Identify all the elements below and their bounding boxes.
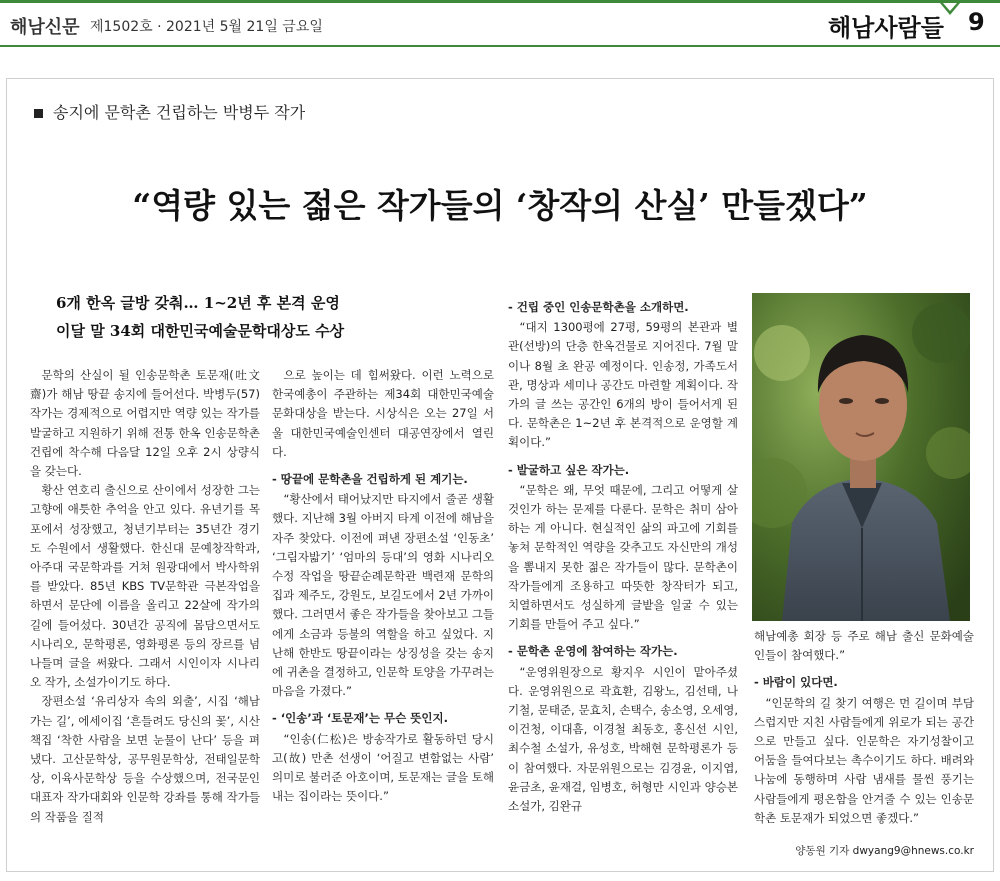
portrait-photo — [752, 293, 970, 621]
question-heading: - 바람이 있다면. — [754, 675, 838, 690]
paragraph: 문학의 산실이 될 인송문학촌 토문재(吐文齋)가 해남 땅끝 송지에 들어선다. 박병두(57) 작가는 경제적으로 어렵지만 역량 있는 작가를 발굴하고 지원하기 위해 전통 한옥 인송문학촌 건립에 착수해 다음달 12일 오후 2시 상량식을 갖는다. — [30, 368, 260, 479]
header-top-rule — [0, 0, 1000, 3]
question-heading: - 땅끝에 문학촌을 건립하게 된 계기는. — [272, 472, 468, 487]
paragraph: 장편소설 ‘유리상자 속의 외출’, 시집 ‘해남 가는 길’, 에세이집 ‘흔들려도 당신의 꽃’, 시산책집 ‘착한 사람을 보면 눈물이 난다’ 등을 펴냈다. 고산문학상, 공무원문학상, 전태일문학상, 이육사문학상 등을 수상했으며, 전국문인대표자 작가대회와 인문학 강좌를 통해 작가들의 작품을 질적 — [30, 694, 260, 824]
paragraph: “운영위원장으로 황지우 시인이 맡아주셨다. 운영위원으로 곽효환, 김왕노, 김선태, 나기철, 문태준, 문효치, 손택수, 송소영, 오세영, 이건청, 이대흠, 이경철 최동호, 홍신선 시인, 최수철 소설가, 유성호, 박해현 문학평론가 등이 참여했다. 자문위원으로는 김경윤, 이지엽, 윤금초, 윤재걸, 임병호, 허형만 시인과 양승본 소설가, 김완규 — [508, 664, 738, 814]
page-number: 9 — [968, 8, 985, 36]
column-4 — [754, 627, 974, 828]
paragraph: “황산에서 태어났지만 타지에서 줄곧 생활했다. 지난해 3월 아버지 타계 이전에 해남을 자주 찾았다. 이전에 펴낸 장편소설 ‘인동초’ ‘그림자밟기’ ‘엄마의 등대’의 영화 시나리오 수정 작업을 땅끝순례문학관 백련재 문학의 집과 제주도, 강원도, 보길도에서 2년 가까이 했다. 그러면서 좋은 작가들을 찾아보고 그들에게 소금과 등불의 역할을 하고 싶었다. 지난해 한반도 땅끝이라는 상징성을 갖는 송지에 귀촌을 결정하고, 인문학 토양을 가꾸려는 마음을 가졌다.” — [272, 492, 494, 699]
page-header — [0, 0, 1000, 48]
paragraph: “인문학의 길 찾기 여행은 먼 길이며 부담스럽지만 지친 사람들에게 위로가 되는 공간으로 만들고 싶다. 인문학은 자기성찰이고 어둠을 들여다보는 촉수이기도 하다. 배려와 나눔에 동행하며 사람 냄새를 물씬 풍기는 사람들에게 평온함을 안겨줄 수 있는 인송문학촌 토문재가 되었으면 좋겠다.” — [754, 695, 974, 825]
column-3 — [508, 290, 738, 816]
question-heading: - ‘인송’과 ‘토문재’는 무슨 뜻인지. — [272, 711, 448, 726]
subhead-2: 이달 말 34회 대한민국예술문학대상도 수상 — [56, 322, 345, 340]
headline: “역량 있는 젊은 작가들의 ‘창작의 산실’ 만들겠다” — [132, 186, 868, 225]
byline: 양동원 기자 dwyang9@hnews.co.kr — [795, 845, 974, 857]
question-heading: - 건립 중인 인송문학촌을 소개하면. — [508, 300, 689, 314]
square-bullet-icon — [34, 109, 43, 118]
paragraph: 해남예총 회장 등 주로 해남 출신 문화예술인들이 참여했다.” — [754, 629, 974, 663]
portrait-icon — [752, 293, 970, 621]
column-2 — [272, 366, 494, 806]
kicker — [34, 100, 305, 123]
paragraph: “문학은 왜, 무엇 때문에, 그리고 어떻게 살 것인가 하는 문제를 다룬다. 문학은 취미 삼아 하는 게 아니다. 현실적인 삶의 파고에 기회를 놓쳐 문학적인 역량을 갖추고도 자신만의 개성을 뽐내지 못한 젊은 작가들이 많다. 문학촌이 작가들에게 조용하고 따뜻한 창작터가 되고, 치열하면서도 성실하게 글밭을 일굴 수 있는 기회를 만들어 주고 싶다.” — [508, 482, 738, 632]
question-heading: - 발굴하고 싶은 작가는. — [508, 462, 630, 477]
issue-info: 제1502호 · 2021년 5월 21일 금요일 — [90, 19, 323, 35]
paragraph: “대지 1300평에 27평, 59평의 본관과 별관(선방)의 단층 한옥건물로 지어진다. 7월 말이나 8월 초 완공 예정이다. 인송정, 가족도서관, 명상과 세미나 공간도 마련할 계획이다. 작가의 글 쓰는 공간인 6개의 방이 들어서게 된다. 문학촌은 1~2년 후 본격적으로 운영할 계획이다.” — [508, 320, 738, 450]
header-rule — [0, 45, 1000, 47]
question-heading: - 문학촌 운영에 참여하는 작가는. — [508, 644, 678, 659]
kicker-text: 송지에 문학촌 건립하는 박병두 작가 — [53, 103, 306, 122]
subhead-1: 6개 한옥 글방 갖춰… 1~2년 후 본격 운영 — [56, 294, 340, 312]
paper-name: 해남신문 — [10, 17, 80, 38]
section-title: 해남사람들 — [828, 14, 944, 42]
column-1 — [30, 366, 260, 827]
paragraph: 황산 연호리 출신으로 산이에서 성장한 그는 고향에 애틋한 추억을 안고 있다. 유년기를 목포에서 성장했고, 청년기부터는 35년간 경기도 수원에서 생활했다. 한신대 문예창작학과, 아주대 국문학과를 거쳐 원광대에서 박사학위를 받았다. 85년 KBS TV문학관 극본작업을 하면서 문단에 이름을 올리고 22살에 작가의 길에 들어섰다. 30년간 공직에 몸담으면서도 시나리오, 문학평론, 영화평론 등의 장르를 넘나들며 글을 써왔다. 그래서 시인이자 시나리오 작가, 소설가이기도 하다. — [30, 483, 260, 690]
paragraph: “인송(仁松)은 방송작가로 활동하던 당시 고(故) 만촌 선생이 ‘어질고 변함없는 사람’ 의미로 불러준 아호이며, 토문재는 글을 토해내는 집이라는 뜻이다.” — [272, 731, 494, 804]
paragraph: 으로 높이는 데 힘써왔다. 이런 노력으로 한국예총이 주관하는 제34회 대한민국예술문화대상을 받는다. 시상식은 오는 27일 서울 대한민국예술인센터 대공연장에서 열린다. — [272, 368, 494, 459]
